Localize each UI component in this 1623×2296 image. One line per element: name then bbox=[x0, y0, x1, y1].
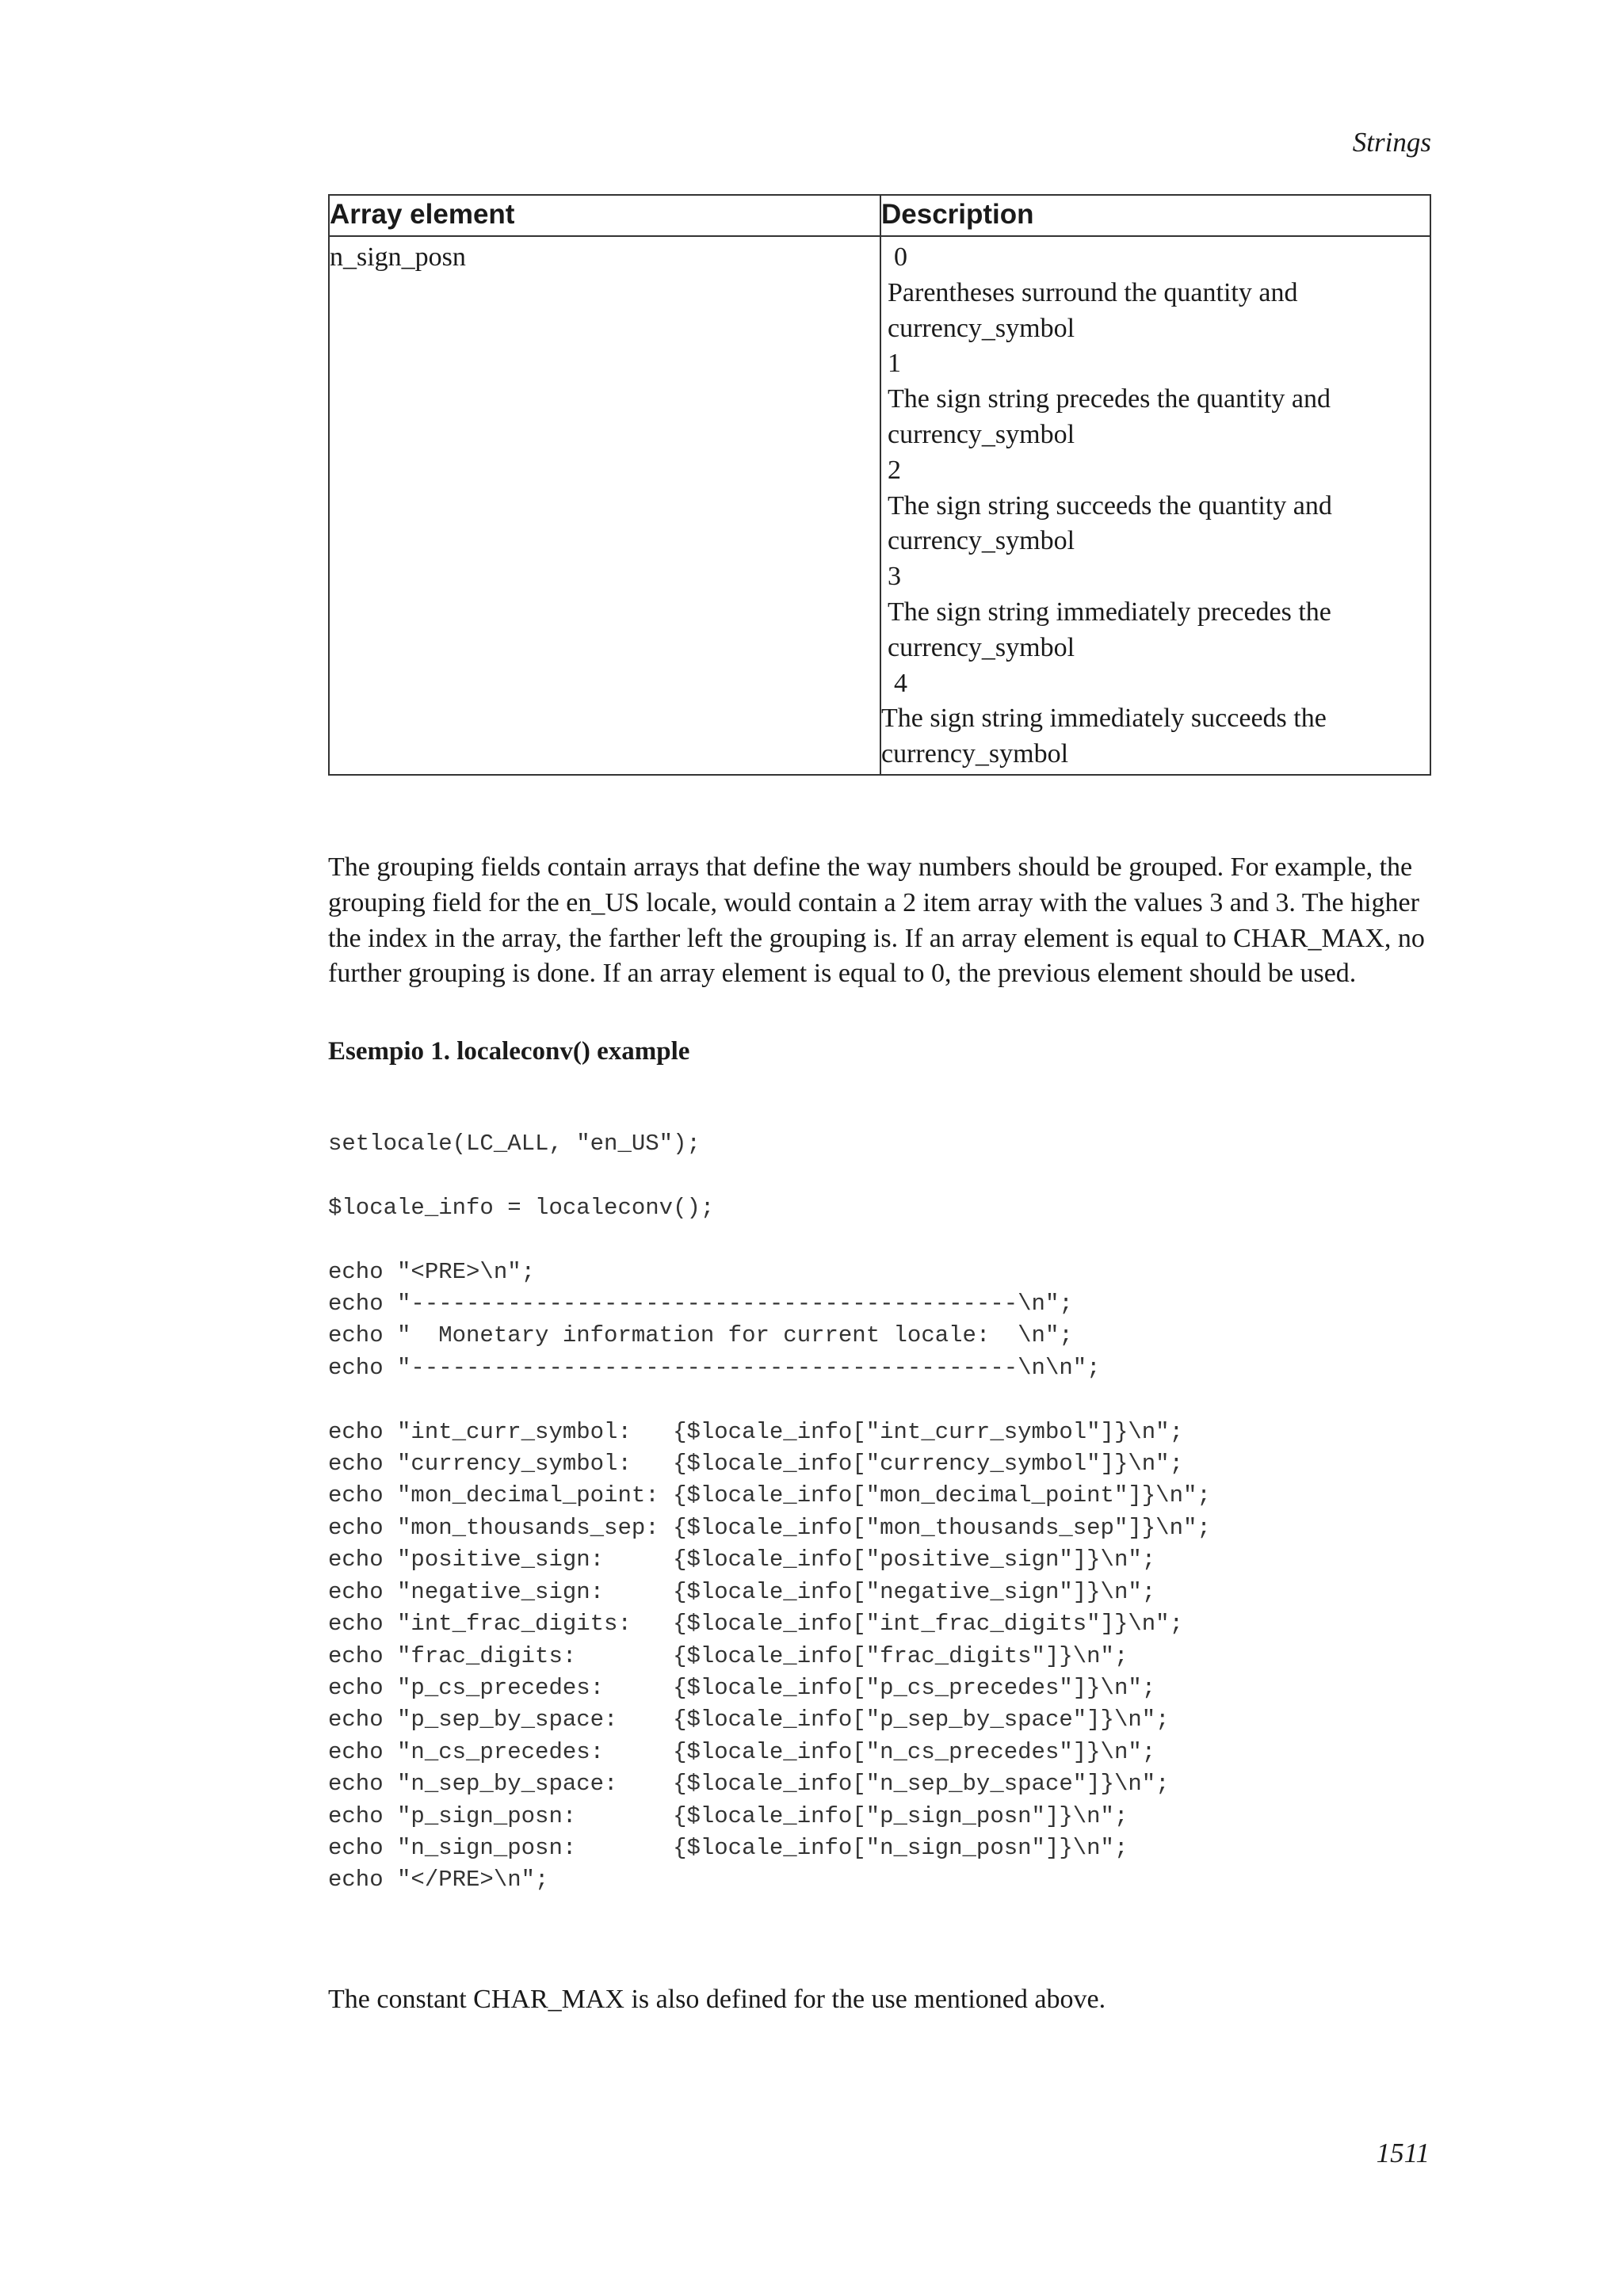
array-element-table bbox=[328, 194, 1431, 776]
description-entry bbox=[881, 666, 1430, 772]
description-cell bbox=[880, 236, 1430, 775]
description-entry bbox=[881, 559, 1430, 666]
entry-text-line: Parentheses surround the quantity and bbox=[888, 277, 1298, 307]
description-entry bbox=[881, 453, 1430, 559]
code-listing: setlocale(LC_ALL, "en_US"); $locale_info = localeconv(); echo "<PRE>\n"; echo "--------------------------------------------\n"; echo " Monetary information for current locale: \n"; echo "--------------------------------------------\n\n"; echo "int_curr_symbol: {$locale_info["int_curr_symbol"]}\n"; echo "currency_symbol: {$locale_info["currency_symbol"]}\n"; echo "mon_decimal_point: {$locale_info["mon_decimal_point"]}\n"; echo "mon_thousands_sep: {$locale_info["mon_thousands_sep"]}\n"; echo "positive_sign: {$locale_info["positive_sign"]}\n"; echo "negative_sign: {$locale_info["negative_sign"]}\n"; echo "int_frac_digits: {$locale_info["int_frac_digits"]}\n"; echo "frac_digits: {$locale_info["frac_digits"]}\n"; echo "p_cs_precedes: {$locale_info["p_cs_precedes"]}\n"; echo "p_sep_by_space: {$locale_info["p_sep_by_space"]}\n"; echo "n_cs_precedes: {$locale_info["n_cs_precedes"]}\n"; echo "n_sep_by_space: {$locale_info["n_sep_by_space"]}\n"; echo "p_sign_posn: {$locale_info["p_sign_posn"]}\n"; echo "n_sign_posn: {$locale_info["n_sign_posn"]}\n"; echo "</PRE>\n"; bbox=[328, 1131, 1211, 1894]
entry-text-line: The sign string succeeds the quantity and bbox=[888, 490, 1332, 521]
entry-text-line: currency_symbol bbox=[888, 526, 1075, 556]
entry-value: 0 bbox=[894, 242, 907, 272]
entry-text-line: currency_symbol bbox=[888, 313, 1075, 343]
table-row bbox=[329, 236, 1430, 775]
example-title: Esempio 1. localeconv() example bbox=[328, 1037, 690, 1066]
description-entry bbox=[881, 346, 1430, 452]
entry-text-line: currency_symbol bbox=[888, 419, 1075, 449]
column-header-array-element: Array element bbox=[329, 195, 880, 236]
entry-value: 2 bbox=[888, 455, 901, 485]
entry-text-line: The sign string immediately succeeds the bbox=[881, 704, 1327, 734]
char-max-paragraph: The constant CHAR_MAX is also defined for the use mentioned above. bbox=[328, 1985, 1106, 2014]
column-header-description: Description bbox=[880, 195, 1430, 236]
page-number: 1511 bbox=[1376, 2138, 1430, 2168]
table-header-row bbox=[329, 195, 1430, 236]
section-header-title: Strings bbox=[1352, 127, 1431, 158]
entry-text-line: The sign string immediately precedes the bbox=[888, 597, 1331, 627]
entry-value: 3 bbox=[888, 562, 901, 592]
entry-value: 4 bbox=[894, 668, 907, 698]
grouping-paragraph: The grouping fields contain arrays that define the way numbers should be grouped. For example, the grouping field for the en_US locale, would contain a 2 item array with the values 3 and 3. The higher the index in the array, the farther left the grouping is. If an array element is equal to CHAR_MAX, no further grouping is done. If an array element is equal to 0, the previous element should be used. bbox=[328, 852, 1425, 989]
description-entry bbox=[881, 240, 1430, 346]
entry-text-line: currency_symbol bbox=[888, 632, 1075, 662]
entry-text-line: currency_symbol bbox=[881, 739, 1069, 769]
entry-value: 1 bbox=[888, 349, 901, 379]
array-element-cell: n_sign_posn bbox=[329, 236, 880, 775]
entry-text-line: The sign string precedes the quantity and bbox=[888, 384, 1331, 414]
